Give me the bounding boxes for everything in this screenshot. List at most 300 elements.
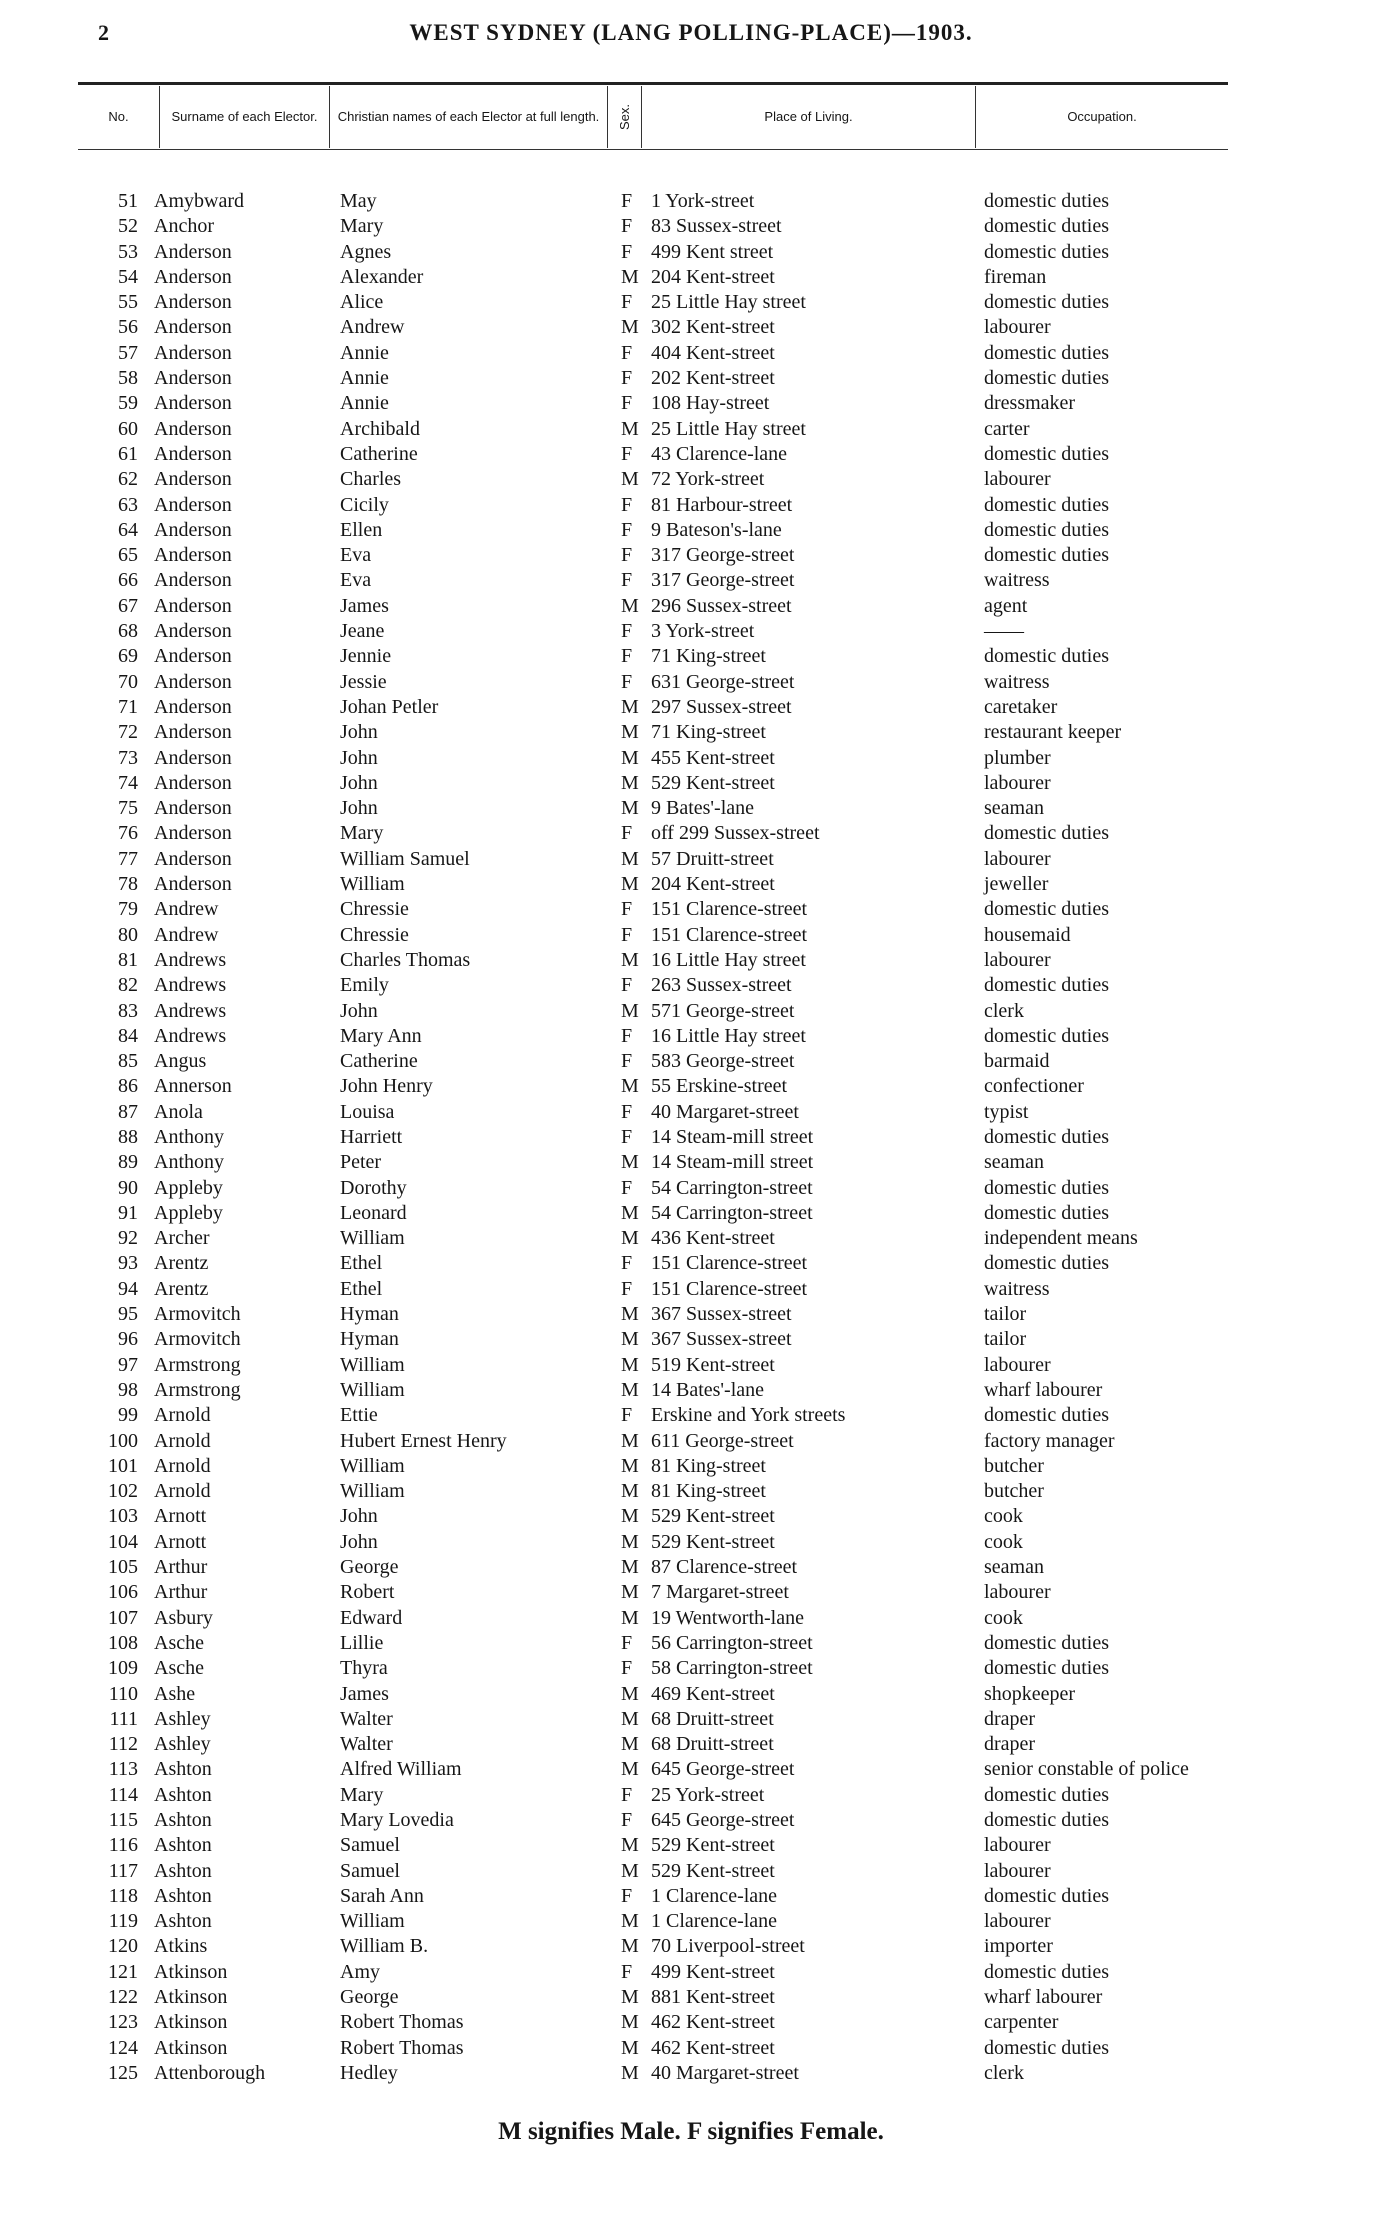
elector-place-of-living: 529 Kent-street [651, 1834, 775, 1857]
elector-christian-names: William [340, 1227, 405, 1250]
elector-occupation: cook [984, 1530, 1023, 1553]
elector-occupation: tailor [984, 1328, 1027, 1351]
elector-christian-names: Edward [340, 1606, 403, 1629]
elector-number: 102 [108, 1480, 138, 1503]
elector-sex: F [621, 240, 633, 263]
elector-number: 67 [118, 594, 138, 617]
elector-occupation: labourer [984, 1581, 1051, 1604]
elector-sex: M [621, 1707, 639, 1730]
elector-christian-names: Thyra [340, 1657, 388, 1680]
elector-sex: F [621, 1404, 633, 1427]
elector-number: 54 [118, 265, 138, 288]
elector-number: 74 [118, 771, 138, 794]
elector-occupation: plumber [984, 746, 1051, 769]
elector-surname: Anderson [154, 417, 232, 440]
elector-place-of-living: 529 Kent-street [651, 771, 775, 794]
elector-row [0, 720, 1382, 745]
elector-place-of-living: 202 Kent-street [651, 367, 775, 390]
elector-surname: Arthur [154, 1581, 208, 1604]
elector-occupation: domestic duties [984, 898, 1109, 921]
elector-surname: Arnold [154, 1404, 211, 1427]
elector-row [0, 594, 1382, 619]
elector-row [0, 923, 1382, 948]
elector-christian-names: Leonard [340, 1201, 407, 1224]
elector-occupation: draper [984, 1707, 1036, 1730]
elector-christian-names: Jeane [340, 620, 385, 643]
elector-christian-names: John [340, 999, 378, 1022]
elector-christian-names: Louisa [340, 1100, 395, 1123]
elector-place-of-living: 7 Margaret-street [651, 1581, 789, 1604]
elector-place-of-living: 68 Druitt-street [651, 1707, 774, 1730]
elector-christian-names: John [340, 1530, 378, 1553]
elector-occupation: domestic duties [984, 1631, 1109, 1654]
elector-number: 68 [118, 620, 138, 643]
elector-row [0, 290, 1382, 315]
elector-place-of-living: 71 King-street [651, 645, 766, 668]
elector-row [0, 1884, 1382, 1909]
elector-occupation: domestic duties [984, 493, 1109, 516]
elector-number: 91 [118, 1201, 138, 1224]
elector-sex: F [621, 822, 633, 845]
elector-occupation: —— [984, 620, 1024, 643]
elector-occupation: wharf labourer [984, 1986, 1103, 2009]
elector-sex: M [621, 1151, 639, 1174]
elector-place-of-living: 25 Little Hay street [651, 417, 806, 440]
elector-sex: M [621, 695, 639, 718]
elector-number: 80 [118, 923, 138, 946]
elector-surname: Anderson [154, 695, 232, 718]
elector-occupation: carpenter [984, 2011, 1059, 2034]
elector-place-of-living: 645 George-street [651, 1758, 795, 1781]
elector-place-of-living: 583 George-street [651, 1050, 795, 1073]
elector-place-of-living: 1 Clarence-lane [651, 1884, 778, 1907]
elector-place-of-living: off 299 Sussex-street [651, 822, 820, 845]
elector-christian-names: Charles [340, 468, 402, 491]
elector-row [0, 1353, 1382, 1378]
elector-row [0, 1783, 1382, 1808]
elector-christian-names: Sarah Ann [340, 1884, 424, 1907]
elector-number: 96 [118, 1328, 138, 1351]
elector-occupation: butcher [984, 1454, 1044, 1477]
elector-number: 115 [108, 1809, 138, 1831]
elector-sex: F [621, 392, 633, 415]
elector-occupation: domestic duties [984, 341, 1109, 364]
elector-row [0, 391, 1382, 416]
elector-number: 70 [118, 670, 138, 693]
elector-surname: Anderson [154, 721, 232, 744]
elector-sex: M [621, 1733, 639, 1756]
elector-christian-names: John [340, 771, 378, 794]
elector-christian-names: Mary Lovedia [340, 1809, 454, 1831]
elector-christian-names: William [340, 1353, 405, 1376]
elector-number: 76 [118, 822, 138, 845]
elector-surname: Anderson [154, 645, 232, 668]
elector-surname: Anderson [154, 797, 232, 820]
elector-occupation: waitress [984, 670, 1050, 693]
elector-christian-names: Annie [340, 341, 389, 364]
elector-place-of-living: 645 George-street [651, 1809, 795, 1831]
elector-sex: F [621, 1252, 633, 1275]
elector-sex: F [621, 898, 633, 921]
elector-row [0, 1808, 1382, 1833]
elector-occupation: domestic duties [984, 367, 1109, 390]
elector-sex: M [621, 1328, 639, 1351]
elector-occupation: domestic duties [984, 1783, 1109, 1806]
elector-surname: Amybward [154, 190, 244, 212]
elector-row [0, 1682, 1382, 1707]
elector-occupation: dressmaker [984, 392, 1076, 415]
elector-sex: F [621, 974, 633, 997]
elector-sex: M [621, 746, 639, 769]
elector-christian-names: Catherine [340, 1050, 418, 1073]
elector-occupation: domestic duties [984, 442, 1109, 465]
elector-sex: F [621, 1657, 633, 1680]
elector-place-of-living: 58 Carrington-street [651, 1657, 813, 1680]
elector-surname: Ashton [154, 1884, 212, 1907]
elector-sex: M [621, 468, 639, 491]
elector-place-of-living: 14 Steam-mill street [651, 1125, 814, 1148]
elector-place-of-living: 151 Clarence-street [651, 923, 808, 946]
elector-row [0, 1226, 1382, 1251]
elector-surname: Asche [154, 1631, 204, 1654]
elector-sex: F [621, 1884, 633, 1907]
elector-place-of-living: 16 Little Hay street [651, 1024, 806, 1047]
elector-surname: Anderson [154, 544, 232, 567]
elector-place-of-living: 611 George-street [651, 1429, 794, 1452]
elector-number: 79 [118, 898, 138, 921]
elector-place-of-living: 71 King-street [651, 721, 766, 744]
elector-place-of-living: 151 Clarence-street [651, 1252, 808, 1275]
elector-list [0, 189, 1382, 2086]
elector-surname: Andrews [154, 948, 227, 971]
elector-sex: M [621, 1859, 639, 1882]
elector-sex: M [621, 1303, 639, 1326]
page-number: 2 [98, 20, 109, 45]
elector-surname: Appleby [154, 1176, 223, 1199]
elector-place-of-living: 367 Sussex-street [651, 1303, 792, 1326]
elector-number: 121 [108, 1960, 138, 1983]
elector-christian-names: Hyman [340, 1328, 399, 1351]
elector-row [0, 2061, 1382, 2086]
elector-sex: M [621, 2011, 639, 2034]
elector-occupation: jeweller [984, 873, 1049, 896]
elector-surname: Arthur [154, 1556, 208, 1579]
elector-christian-names: William [340, 1910, 405, 1933]
elector-row [0, 1960, 1382, 1985]
elector-place-of-living: 436 Kent-street [651, 1227, 775, 1250]
elector-occupation: domestic duties [984, 1201, 1109, 1224]
elector-occupation: cook [984, 1505, 1023, 1528]
elector-place-of-living: 881 Kent-street [651, 1986, 775, 2009]
header-bottom-rule [78, 149, 1228, 150]
elector-number: 65 [118, 544, 138, 567]
elector-surname: Anderson [154, 493, 232, 516]
elector-surname: Asbury [154, 1606, 213, 1629]
elector-occupation: senior constable of police [984, 1758, 1189, 1781]
elector-number: 83 [118, 999, 138, 1022]
header-top-rule [78, 82, 1228, 85]
elector-sex: M [621, 1227, 639, 1250]
elector-sex: M [621, 2061, 639, 2084]
elector-occupation: cook [984, 1606, 1023, 1629]
elector-christian-names: William [340, 1480, 405, 1503]
elector-surname: Appleby [154, 1201, 223, 1224]
elector-occupation: housemaid [984, 923, 1071, 946]
elector-surname: Ashton [154, 1758, 212, 1781]
elector-occupation: fireman [984, 265, 1047, 288]
elector-surname: Armstrong [154, 1353, 241, 1376]
elector-christian-names: Samuel [340, 1859, 400, 1882]
elector-occupation: labourer [984, 847, 1051, 870]
elector-occupation: restaurant keeper [984, 721, 1122, 744]
elector-sex: M [621, 1910, 639, 1933]
elector-row [0, 341, 1382, 366]
elector-christian-names: James [340, 594, 389, 617]
elector-row [0, 872, 1382, 897]
elector-occupation: labourer [984, 1910, 1051, 1933]
elector-place-of-living: 9 Bates'-lane [651, 797, 755, 820]
elector-sex: M [621, 948, 639, 971]
column-header-surname: Surname of each Elector. [160, 86, 330, 148]
elector-sex: F [621, 518, 633, 541]
elector-row [0, 746, 1382, 771]
elector-sex: F [621, 1809, 633, 1831]
elector-sex: M [621, 1505, 639, 1528]
elector-occupation: domestic duties [984, 974, 1109, 997]
elector-surname: Atkinson [154, 2011, 228, 2034]
elector-occupation: caretaker [984, 695, 1058, 718]
elector-sex: F [621, 215, 633, 238]
elector-surname: Anderson [154, 746, 232, 769]
elector-christian-names: John [340, 797, 378, 820]
elector-row [0, 897, 1382, 922]
elector-occupation: waitress [984, 1277, 1050, 1300]
elector-place-of-living: 14 Steam-mill street [651, 1151, 814, 1174]
elector-sex: F [621, 190, 633, 212]
elector-number: 86 [118, 1075, 138, 1098]
elector-occupation: labourer [984, 1353, 1051, 1376]
elector-number: 58 [118, 367, 138, 390]
elector-place-of-living: 519 Kent-street [651, 1353, 775, 1376]
elector-place-of-living: 25 York-street [651, 1783, 765, 1806]
elector-surname: Anderson [154, 367, 232, 390]
elector-occupation: clerk [984, 2061, 1024, 2084]
elector-occupation: domestic duties [984, 190, 1109, 212]
elector-row [0, 1150, 1382, 1175]
elector-place-of-living: 14 Bates'-lane [651, 1378, 765, 1401]
elector-number: 77 [118, 847, 138, 870]
elector-surname: Anderson [154, 873, 232, 896]
elector-place-of-living: 83 Sussex-street [651, 215, 782, 238]
elector-christian-names: Catherine [340, 442, 418, 465]
elector-surname: Anchor [154, 215, 214, 238]
elector-number: 63 [118, 493, 138, 516]
elector-number: 61 [118, 442, 138, 465]
column-header-christian-names: Christian names of each Elector at full length. [330, 86, 608, 148]
elector-sex: F [621, 645, 633, 668]
elector-row [0, 1833, 1382, 1858]
elector-sex: F [621, 1024, 633, 1047]
column-header-no: No. [78, 86, 160, 148]
elector-sex: M [621, 1834, 639, 1857]
elector-surname: Andrews [154, 999, 227, 1022]
elector-number: 107 [108, 1606, 138, 1629]
elector-sex: M [621, 316, 639, 339]
elector-surname: Arnott [154, 1505, 207, 1528]
elector-sex: F [621, 1783, 633, 1806]
column-header-sex [608, 86, 642, 148]
elector-surname: Andrews [154, 974, 227, 997]
elector-christian-names: Robert Thomas [340, 2011, 464, 2034]
elector-row [0, 1934, 1382, 1959]
elector-number: 57 [118, 341, 138, 364]
elector-place-of-living: 72 York-street [651, 468, 765, 491]
elector-place-of-living: 56 Carrington-street [651, 1631, 813, 1654]
elector-surname: Armstrong [154, 1378, 241, 1401]
elector-sex: F [621, 493, 633, 516]
elector-number: 66 [118, 569, 138, 592]
elector-surname: Ashley [154, 1707, 211, 1730]
page-title: WEST SYDNEY (LANG POLLING-PLACE)—1903. [409, 20, 973, 45]
elector-number: 114 [108, 1783, 138, 1806]
elector-row [0, 695, 1382, 720]
elector-place-of-living: 1 York-street [651, 190, 755, 212]
elector-number: 85 [118, 1050, 138, 1073]
elector-christian-names: James [340, 1682, 389, 1705]
elector-row [0, 644, 1382, 669]
elector-row [0, 1176, 1382, 1201]
elector-surname: Anderson [154, 291, 232, 314]
elector-occupation: domestic duties [984, 544, 1109, 567]
elector-number: 56 [118, 316, 138, 339]
elector-number: 84 [118, 1024, 138, 1047]
elector-row [0, 1707, 1382, 1732]
elector-row [0, 417, 1382, 442]
elector-surname: Arentz [154, 1277, 209, 1300]
elector-place-of-living: 81 King-street [651, 1454, 766, 1477]
elector-christian-names: Mary [340, 215, 384, 238]
elector-christian-names: May [340, 190, 377, 212]
elector-christian-names: Emily [340, 974, 389, 997]
elector-christian-names: Ethel [340, 1277, 383, 1300]
elector-number: 92 [118, 1227, 138, 1250]
elector-place-of-living: 57 Druitt-street [651, 847, 774, 870]
elector-number: 99 [118, 1404, 138, 1427]
elector-christian-names: Mary [340, 822, 384, 845]
elector-christian-names: Samuel [340, 1834, 400, 1857]
elector-number: 110 [108, 1682, 138, 1705]
elector-surname: Anola [154, 1100, 203, 1123]
elector-surname: Annerson [154, 1075, 232, 1098]
elector-surname: Atkinson [154, 2036, 228, 2059]
elector-sex: M [621, 797, 639, 820]
elector-number: 113 [108, 1758, 138, 1781]
elector-sex: F [621, 291, 633, 314]
elector-christian-names: William [340, 1454, 405, 1477]
elector-christian-names: Archibald [340, 417, 420, 440]
elector-row [0, 1985, 1382, 2010]
elector-christian-names: Peter [340, 1151, 382, 1174]
elector-christian-names: Hyman [340, 1303, 399, 1326]
elector-number: 89 [118, 1151, 138, 1174]
elector-surname: Asche [154, 1657, 204, 1680]
elector-number: 124 [108, 2036, 138, 2059]
elector-christian-names: Dorothy [340, 1176, 407, 1199]
elector-number: 119 [108, 1910, 138, 1933]
elector-number: 112 [108, 1733, 138, 1756]
elector-sex: M [621, 1581, 639, 1604]
elector-row [0, 1859, 1382, 1884]
elector-number: 95 [118, 1303, 138, 1326]
elector-occupation: draper [984, 1733, 1036, 1756]
elector-sex: M [621, 594, 639, 617]
elector-place-of-living: 1 Clarence-lane [651, 1910, 778, 1933]
elector-christian-names: Lillie [340, 1631, 384, 1654]
elector-occupation: domestic duties [984, 1404, 1109, 1427]
elector-row [0, 1429, 1382, 1454]
elector-place-of-living: 87 Clarence-street [651, 1556, 798, 1579]
elector-christian-names: Eva [340, 544, 372, 567]
elector-surname: Ashton [154, 1834, 212, 1857]
elector-occupation: seaman [984, 1556, 1044, 1579]
elector-occupation: domestic duties [984, 215, 1109, 238]
elector-number: 106 [108, 1581, 138, 1604]
elector-christian-names: Ettie [340, 1404, 378, 1427]
elector-christian-names: George [340, 1986, 399, 2009]
elector-sex: F [621, 367, 633, 390]
elector-occupation: importer [984, 1935, 1053, 1958]
elector-number: 104 [108, 1530, 138, 1553]
elector-row [0, 1049, 1382, 1074]
elector-sex: F [621, 442, 633, 465]
elector-christian-names: Cicily [340, 493, 389, 516]
elector-place-of-living: 54 Carrington-street [651, 1176, 813, 1199]
elector-place-of-living: 367 Sussex-street [651, 1328, 792, 1351]
elector-surname: Angus [154, 1050, 207, 1073]
elector-occupation: wharf labourer [984, 1378, 1103, 1401]
elector-christian-names: Jessie [340, 670, 387, 693]
elector-christian-names: Annie [340, 367, 389, 390]
elector-occupation: labourer [984, 948, 1051, 971]
elector-sex: M [621, 1758, 639, 1781]
elector-christian-names: Eva [340, 569, 372, 592]
elector-occupation: domestic duties [984, 1657, 1109, 1680]
elector-number: 55 [118, 291, 138, 314]
elector-row [0, 1555, 1382, 1580]
elector-place-of-living: 462 Kent-street [651, 2011, 775, 2034]
elector-place-of-living: 297 Sussex-street [651, 695, 792, 718]
elector-occupation: typist [984, 1100, 1029, 1123]
elector-christian-names: Harriett [340, 1125, 403, 1148]
elector-sex: M [621, 721, 639, 744]
elector-place-of-living: 40 Margaret-street [651, 1100, 799, 1123]
elector-place-of-living: 571 George-street [651, 999, 795, 1022]
elector-row [0, 1201, 1382, 1226]
elector-row [0, 1656, 1382, 1681]
elector-surname: Atkinson [154, 1960, 228, 1983]
elector-row [0, 948, 1382, 973]
elector-surname: Anderson [154, 240, 232, 263]
elector-occupation: domestic duties [984, 240, 1109, 263]
elector-surname: Ashe [154, 1682, 196, 1705]
elector-number: 108 [108, 1631, 138, 1654]
elector-surname: Armovitch [154, 1328, 241, 1351]
elector-sex: M [621, 999, 639, 1022]
elector-surname: Arentz [154, 1252, 209, 1275]
elector-row [0, 214, 1382, 239]
elector-row [0, 670, 1382, 695]
elector-sex: M [621, 1378, 639, 1401]
